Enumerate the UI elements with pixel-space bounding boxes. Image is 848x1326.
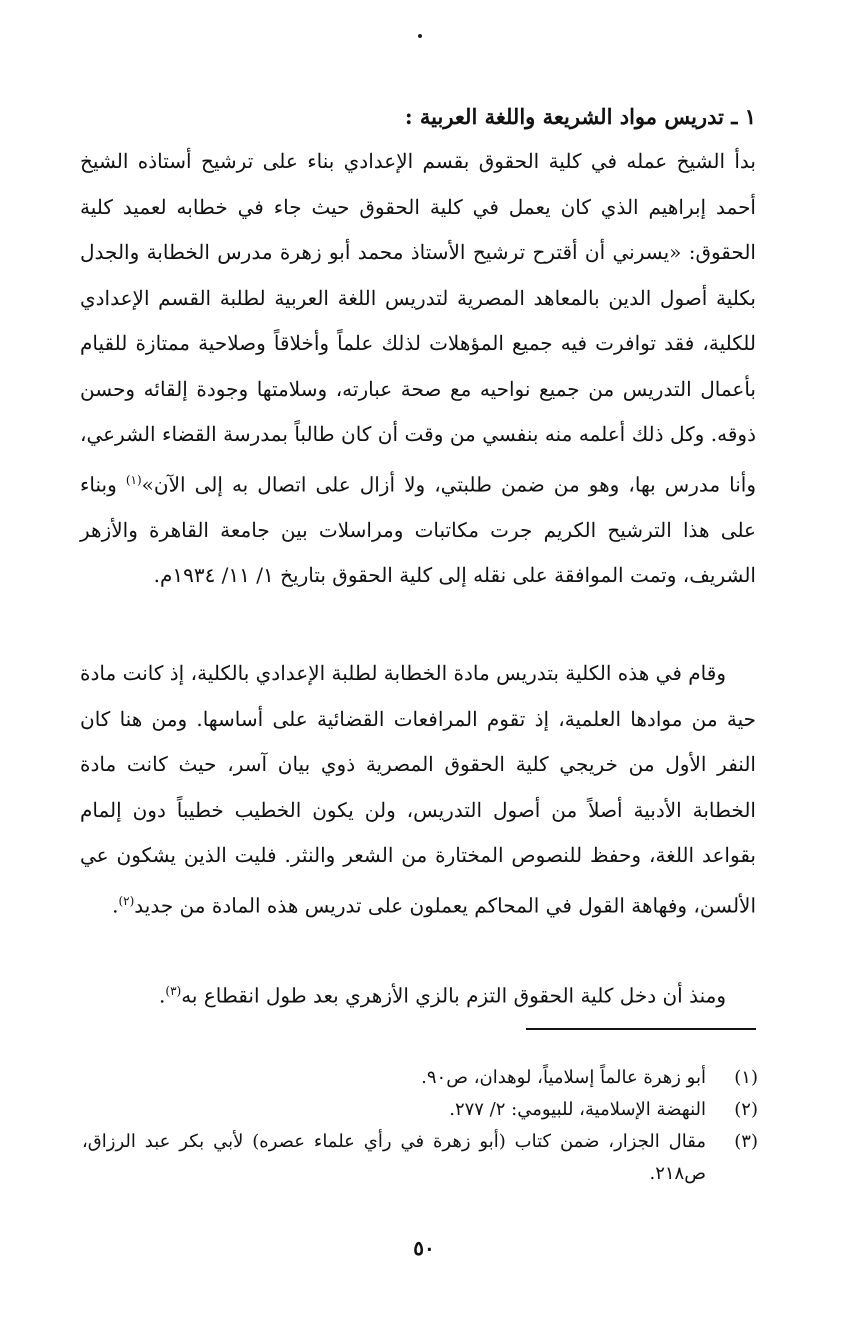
- footnotes: [82, 1062, 758, 1190]
- paragraph-2-text: وقام في هذه الكلية بتدريس مادة الخطابة لطلبة الإعدادي بالكلية، إذ كانت مادة حية من موادها العلمية، إذ تقوم المرافعات القضائية على أساسها. ومن هنا كان النفر الأول من خريجي كلية الحقوق المصرية ذوي بيان آسر، حيث كانت مادة الخطابة الأدبية أصلاً من أصول التدريس، ولن يكون الخطيب خطيباً دون إلمام بقواعد اللغة، وحفظ للنصوص المختارة من الشعر والنثر. فليت الذين يشكون عي الألسن، وفهاهة القول في المحاكم يعملون على تدريس هذه المادة من جديد: [80, 661, 756, 918]
- paragraph-3-text: ومنذ أن دخل كلية الحقوق التزم بالزي الأزهري بعد طول انقطاع به: [181, 983, 726, 1008]
- footnote-text: النهضة الإسلامية، للبيومي: ٢/ ٢٧٧.: [449, 1099, 706, 1120]
- paragraph-1: [80, 139, 756, 599]
- footnote-item: [82, 1126, 758, 1190]
- footnote-text: مقال الجزار، ضمن كتاب (أبو زهرة في رأي علماء عصره) لأبي بكر عبد الرزاق، ص٢١٨.: [82, 1131, 706, 1184]
- paragraph-3-end: .: [159, 983, 166, 1008]
- section-heading: ١ ـ تدريس مواد الشريعة واللغة العربية :: [404, 104, 756, 129]
- paragraph-2-end: .: [112, 893, 119, 918]
- paragraph-1-text: بدأ الشيخ عمله في كلية الحقوق بقسم الإعدادي بناء على ترشيح أستاذه الشيخ أحمد إبراهيم الذي كان يعمل في كلية الحقوق حيث جاء في خطابه لعميد كلية الحقوق: «يسرني أن أقترح ترشيح الأستاذ محمد أبو زهرة مدرس الخطابة والجدل بكلية أصول الدين بالمعاهد المصرية لتدريس اللغة العربية لطلبة القسم الإعدادي للكلية، فقد توافرت فيه جميع المؤهلات لذلك علماً وأخلاقاً وصلاحية ممتازة للقيام بأعمال التدريس من جميع نواحيه مع صحة عبارته، وسلامتها وجودة إلقائه وحسن ذوقه. وكل ذلك أعلمه منه بنفسي من وقت أن كان طالباً بمدرسة القضاء الشرعي، وأنا مدرس بها، وهو من ضمن طلبتي، ولا أزال على اتصال به إلى الآن»: [80, 149, 756, 497]
- top-dot-mark: [418, 34, 422, 38]
- page-number: ٥٠: [413, 1236, 435, 1260]
- footnote-ref-3: (٣): [165, 984, 182, 998]
- footnote-number: (٢): [734, 1099, 758, 1120]
- footnote-number: (١): [734, 1067, 758, 1088]
- footnote-text: أبو زهرة عالماً إسلامياً، لوهدان، ص٩٠.: [421, 1067, 706, 1088]
- footnote-number: (٣): [734, 1131, 758, 1152]
- paragraph-3: [80, 969, 756, 1019]
- footnote-ref-2: (٢): [118, 893, 135, 908]
- footnote-item: [82, 1062, 758, 1094]
- footnote-ref-1: (١): [125, 472, 142, 487]
- paragraph-1-continuation: وبناء على هذا الترشيح الكريم جرت مكاتبات ومراسلات بين جامعة القاهرة والأزهر الشريف، وتمت الموافقة على نقله إلى كلية الحقوق بتاريخ ١/ ١١/ ١٩٣٤م.: [80, 472, 756, 588]
- footnote-item: [82, 1094, 758, 1126]
- paragraph-2: [80, 651, 756, 929]
- footnote-separator: [526, 1028, 756, 1030]
